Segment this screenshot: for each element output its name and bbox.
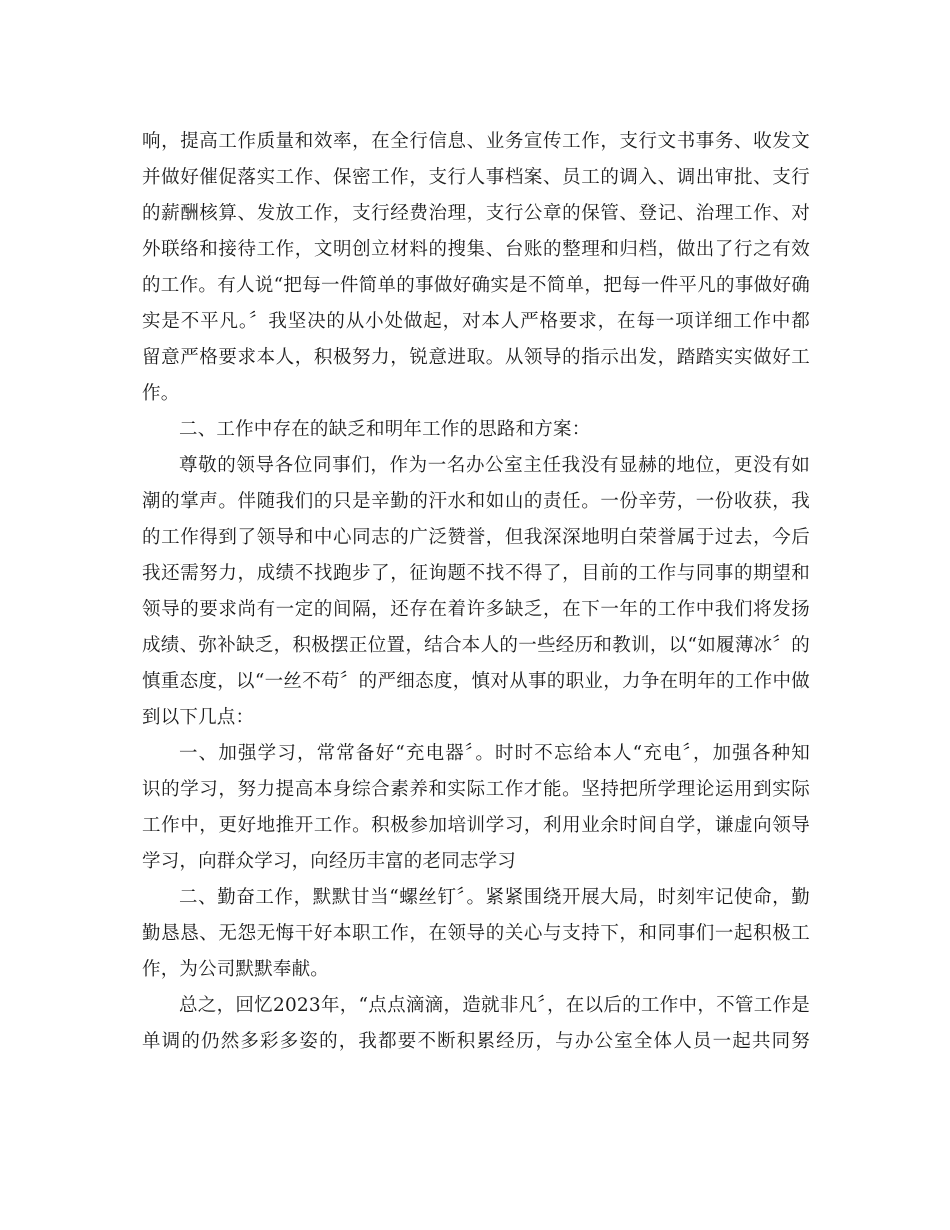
text-line: 成绩、弥补缺乏，积极摆正位置，结合本人的一些经历和教训，以“如履薄冰〞的 [142, 635, 810, 656]
text-line: 一、加强学习，常常备好“充电器〞。时时不忘给本人“充电〞，加强各种知 [179, 743, 810, 764]
paragraph-conclusion [142, 988, 810, 1060]
text-line: 留意严格要求本人，积极努力，锐意进取。从领导的指示出发，踏踏实实做好工 [142, 347, 810, 368]
text-line: 的工作。有人说“把每一件简单的事做好确实是不简单，把每一件平凡的事做好确 [142, 275, 810, 296]
section-heading: 二、工作中存在的缺乏和明年工作的思路和方案： [179, 419, 591, 440]
section-heading-shortcomings-plan [142, 412, 810, 448]
document-body [142, 124, 810, 1060]
text-line: 识的学习，努力提高本身综合素养和实际工作才能。坚持把所学理论运用到实际 [142, 779, 810, 800]
text-line: 慎重态度，以“一丝不苟〞的严细态度，慎对从事的职业，力争在明年的工作中做 [142, 671, 810, 692]
text-line: 的薪酬核算、发放工作，支行经费治理，支行公章的保管、登记、治理工作、对 [142, 203, 810, 224]
text-line: 响，提高工作质量和效率，在全行信息、业务宣传工作，支行文书事务、收发文 [142, 131, 810, 152]
text-line: 学习，向群众学习，向经历丰富的老同志学习 [142, 851, 517, 872]
paragraph-point-work-hard [142, 880, 810, 988]
text-line: 工作中，更好地推开工作。积极参加培训学习，利用业余时间自学，谦虚向领导 [142, 815, 810, 836]
text-line: 到以下几点： [142, 707, 255, 728]
text-line: 勤恳恳、无怨无悔干好本职工作，在领导的关心与支持下，和同事们一起积极工 [142, 923, 810, 944]
paragraph-work-summary [142, 124, 810, 412]
text-line: 领导的要求尚有一定的间隔，还存在着许多缺乏，在下一年的工作中我们将发扬 [142, 599, 810, 620]
text-line: 作，为公司默默奉献。 [142, 959, 330, 980]
text-line: 的工作得到了领导和中心同志的广泛赞誉，但我深深地明白荣誉属于过去，今后 [142, 527, 810, 548]
text-line: 尊敬的领导各位同事们，作为一名办公室主任我没有显赫的地位，更没有如 [179, 455, 810, 476]
text-line: 外联络和接待工作，文明创立材料的搜集、台账的整理和归档，做出了行之有效 [142, 239, 810, 260]
paragraph-address-colleagues [142, 448, 810, 736]
text-line: 我还需努力，成绩不找跑步了，征询题不找不得了，目前的工作与同事的期望和 [142, 563, 810, 584]
text-line: 总之，回忆2023年，“点点滴滴，造就非凡〞，在以后的工作中，不管工作是 [179, 995, 810, 1016]
text-line: 实是不平凡。〞我坚决的从小处做起，对本人严格要求，在每一项详细工作中都 [142, 311, 810, 332]
text-line: 潮的掌声。伴随我们的只是辛勤的汗水和如山的责任。一份辛劳，一份收获，我 [142, 491, 810, 512]
text-line: 并做好催促落实工作、保密工作，支行人事档案、员工的调入、调出审批、支行 [142, 167, 810, 188]
text-line: 二、勤奋工作，默默甘当“螺丝钉〞。紧紧围绕开展大局，时刻牢记使命，勤 [179, 887, 810, 908]
paragraph-point-study [142, 736, 810, 880]
text-line: 作。 [142, 383, 180, 404]
text-line: 单调的仍然多彩多姿的，我都要不断积累经历，与办公室全体人员一起共同努 [142, 1031, 810, 1052]
